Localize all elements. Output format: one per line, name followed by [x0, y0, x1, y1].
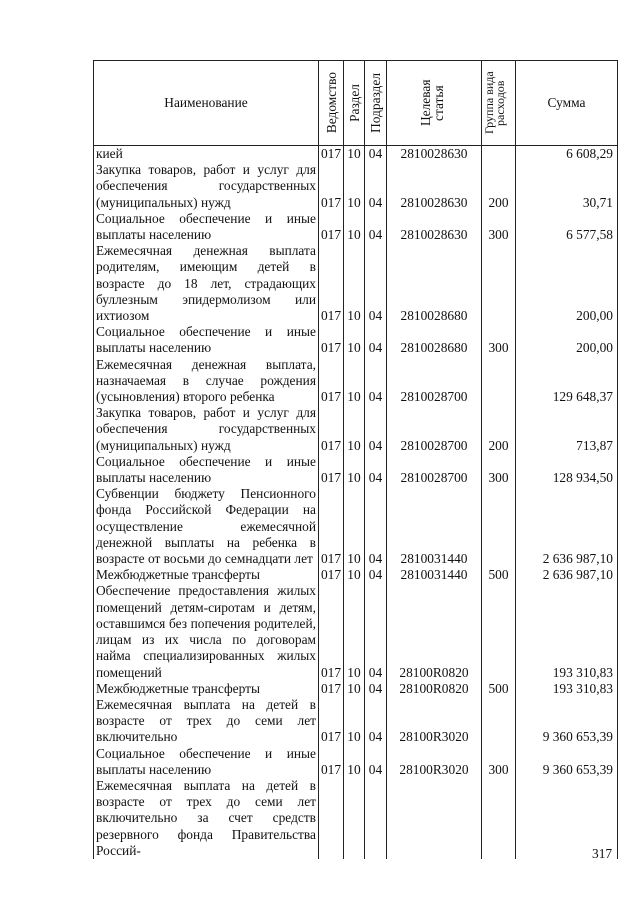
header-razdel — [344, 61, 365, 146]
row-podrazdel: 04 — [365, 357, 387, 406]
row-podrazdel: 04 — [365, 405, 387, 454]
row-summa: 128 934,50 — [516, 454, 618, 486]
row-razdel: 10 — [344, 486, 365, 567]
row-name: кией — [94, 146, 319, 163]
row-vedomstvo: 017 — [319, 243, 344, 324]
header-name: Наименование — [94, 61, 319, 146]
row-summa: 9 360 653,39 — [516, 746, 618, 778]
table-row — [94, 357, 618, 406]
row-celevaya: 2810028700 — [387, 357, 482, 406]
row-name: Социальное обеспечение и иные выплаты населению — [94, 324, 319, 356]
header-summa: Сумма — [516, 61, 618, 146]
header-gruppa — [482, 61, 516, 146]
row-vedomstvo: 017 — [319, 454, 344, 486]
table-row — [94, 567, 618, 583]
row-razdel: 10 — [344, 681, 365, 697]
table-row — [94, 162, 618, 211]
header-podrazdel — [365, 61, 387, 146]
row-summa: 6 608,29 — [516, 146, 618, 163]
row-razdel: 10 — [344, 324, 365, 356]
row-podrazdel: 04 — [365, 146, 387, 163]
budget-table — [93, 60, 618, 859]
table-row — [94, 405, 618, 454]
table-row — [94, 243, 618, 324]
row-podrazdel: 04 — [365, 567, 387, 583]
header-podrazdel-label: Подраздел — [368, 73, 383, 133]
row-gruppa: 200 — [482, 162, 516, 211]
row-gruppa: 300 — [482, 324, 516, 356]
row-summa: 2 636 987,10 — [516, 486, 618, 567]
row-vedomstvo: 017 — [319, 324, 344, 356]
row-razdel: 10 — [344, 746, 365, 778]
row-summa: 129 648,37 — [516, 357, 618, 406]
row-podrazdel: 04 — [365, 162, 387, 211]
row-celevaya: 2810028630 — [387, 211, 482, 243]
row-celevaya: 28100R0820 — [387, 681, 482, 697]
row-vedomstvo — [319, 778, 344, 859]
table-row — [94, 454, 618, 486]
table-body — [94, 146, 618, 859]
row-razdel: 10 — [344, 454, 365, 486]
row-podrazdel: 04 — [365, 681, 387, 697]
row-gruppa: 300 — [482, 454, 516, 486]
row-razdel: 10 — [344, 583, 365, 680]
row-name: Межбюджетные трансферты — [94, 567, 319, 583]
row-celevaya: 2810028680 — [387, 243, 482, 324]
row-celevaya: 2810028630 — [387, 146, 482, 163]
row-celevaya: 2810028630 — [387, 162, 482, 211]
table-row — [94, 681, 618, 697]
row-razdel: 10 — [344, 357, 365, 406]
row-name: Ежемесячная выплата на детей в возрасте от трех до семи лет включительно за счет средств резервного фонда Правительства Россий- — [94, 778, 319, 859]
row-name: Социальное обеспечение и иные выплаты населению — [94, 454, 319, 486]
row-celevaya: 28100R0820 — [387, 583, 482, 680]
row-name: Ежемесячная денежная выплата, назначаемая в случае рождения (усыновления) второго ребенка — [94, 357, 319, 406]
page-number: 317 — [592, 846, 613, 861]
row-podrazdel: 04 — [365, 454, 387, 486]
row-vedomstvo: 017 — [319, 162, 344, 211]
row-gruppa: 300 — [482, 746, 516, 778]
row-summa: 9 360 653,39 — [516, 697, 618, 746]
header-vedomstvo — [319, 61, 344, 146]
row-gruppa: 500 — [482, 681, 516, 697]
row-name: Обеспечение предоставления жилых помещений детям-сиротам и детям, оставшимся без попечения родителей, лицам из их числа по договорам найма специализированных жилых помещений — [94, 583, 319, 680]
row-summa: 2 636 987,10 — [516, 567, 618, 583]
header-razdel-label: Раздел — [346, 84, 362, 122]
row-celevaya — [387, 778, 482, 859]
row-celevaya: 2810028700 — [387, 405, 482, 454]
row-podrazdel: 04 — [365, 583, 387, 680]
row-name: Ежемесячная денежная выплата родителям, имеющим детей в возрасте до 18 лет, страдающих буллезным эпидермолизом или ихтиозом — [94, 243, 319, 324]
table-row — [94, 324, 618, 356]
row-vedomstvo: 017 — [319, 405, 344, 454]
table-row — [94, 211, 618, 243]
row-podrazdel: 04 — [365, 324, 387, 356]
row-podrazdel — [365, 778, 387, 859]
table-row — [94, 697, 618, 746]
row-gruppa: 300 — [482, 211, 516, 243]
row-razdel: 10 — [344, 567, 365, 583]
row-vedomstvo: 017 — [319, 486, 344, 567]
row-summa: 713,87 — [516, 405, 618, 454]
row-celevaya: 2810028700 — [387, 454, 482, 486]
row-summa: 30,71 — [516, 162, 618, 211]
row-summa: 200,00 — [516, 243, 618, 324]
row-celevaya: 2810028680 — [387, 324, 482, 356]
row-name: Социальное обеспечение и иные выплаты населению — [94, 746, 319, 778]
row-razdel: 10 — [344, 243, 365, 324]
row-vedomstvo: 017 — [319, 567, 344, 583]
row-vedomstvo: 017 — [319, 681, 344, 697]
row-name: Закупка товаров, работ и услуг для обеспечения государственных (муниципальных) нужд — [94, 162, 319, 211]
row-vedomstvo: 017 — [319, 746, 344, 778]
header-celevaya-label: Целевая статья — [418, 79, 446, 127]
row-gruppa — [482, 486, 516, 567]
table-row — [94, 778, 618, 859]
row-gruppa — [482, 583, 516, 680]
table-row — [94, 583, 618, 680]
row-summa: 6 577,58 — [516, 211, 618, 243]
table-row — [94, 486, 618, 567]
row-gruppa — [482, 243, 516, 324]
row-razdel: 10 — [344, 697, 365, 746]
row-vedomstvo: 017 — [319, 583, 344, 680]
row-vedomstvo: 017 — [319, 697, 344, 746]
row-celevaya: 2810031440 — [387, 486, 482, 567]
row-podrazdel: 04 — [365, 486, 387, 567]
row-gruppa — [482, 697, 516, 746]
row-name: Субвенции бюджету Пенсионного фонда Российской Федерации на осуществление ежемесячной денежной выплаты на ребенка в возрасте от восьми до семнадцати лет — [94, 486, 319, 567]
row-celevaya: 28100R3020 — [387, 746, 482, 778]
row-gruppa — [482, 357, 516, 406]
row-summa: 193 310,83 — [516, 583, 618, 680]
table-row — [94, 746, 618, 778]
row-podrazdel: 04 — [365, 243, 387, 324]
row-podrazdel: 04 — [365, 746, 387, 778]
row-gruppa: 500 — [482, 567, 516, 583]
row-vedomstvo: 017 — [319, 211, 344, 243]
row-gruppa — [482, 778, 516, 859]
row-vedomstvo: 017 — [319, 146, 344, 163]
row-name: Социальное обеспечение и иные выплаты населению — [94, 211, 319, 243]
row-podrazdel: 04 — [365, 211, 387, 243]
row-summa: 193 310,83 — [516, 681, 618, 697]
header-celevaya — [387, 61, 482, 146]
row-gruppa — [482, 146, 516, 163]
row-name: Закупка товаров, работ и услуг для обеспечения государственных (муниципальных) нужд — [94, 405, 319, 454]
header-vedomstvo-label: Ведомство — [323, 72, 339, 134]
row-razdel: 10 — [344, 211, 365, 243]
row-razdel — [344, 778, 365, 859]
row-razdel: 10 — [344, 162, 365, 211]
row-gruppa: 200 — [482, 405, 516, 454]
header-gruppa-label: Группа вида расходов — [481, 71, 507, 135]
row-summa: 200,00 — [516, 324, 618, 356]
row-name: Ежемесячная выплата на детей в возрасте от трех до семи лет включительно — [94, 697, 319, 746]
table-row — [94, 146, 618, 163]
table-header — [94, 61, 618, 146]
row-vedomstvo: 017 — [319, 357, 344, 406]
row-name: Межбюджетные трансферты — [94, 681, 319, 697]
row-razdel: 10 — [344, 146, 365, 163]
row-razdel: 10 — [344, 405, 365, 454]
row-celevaya: 28100R3020 — [387, 697, 482, 746]
row-podrazdel: 04 — [365, 697, 387, 746]
row-celevaya: 2810031440 — [387, 567, 482, 583]
